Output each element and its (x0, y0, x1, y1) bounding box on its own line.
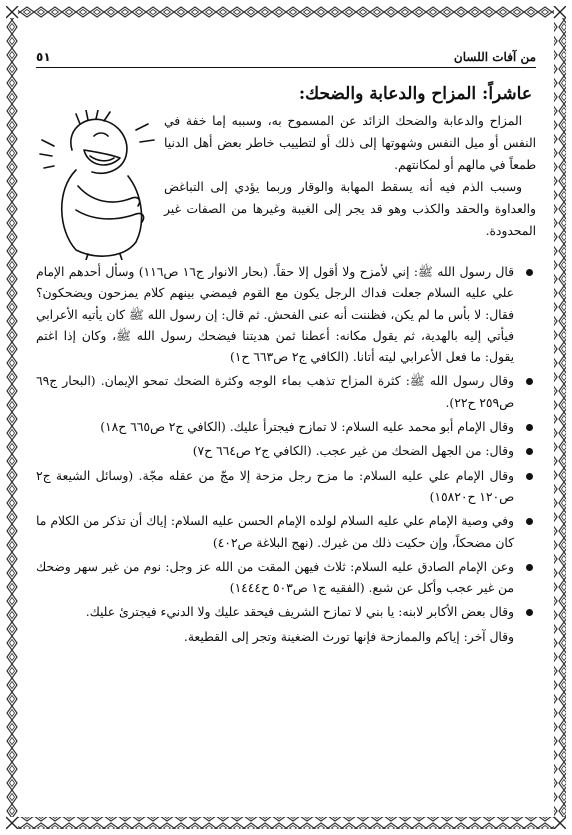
list-item: وعن الإمام الصادق عليه السلام: ثلاث فيهن المقت من الله عز وجل: نوم من غير سهر وضحك من غير عجب وأكل عن شبع. (الفقيه ج١ ص٥٠٣ ح١٤٤٤) (36, 557, 536, 600)
bullet-icon (526, 424, 533, 431)
bullet-icon (526, 378, 533, 385)
page-number: ٥١ (36, 50, 51, 64)
bullet-icon (526, 473, 533, 480)
intro-paragraph-1: المزاح والدعابة والضحك الزائد عن المسموح به، وسببه إما خفة في النفس أو ميل النفس وشهوتها إلى ذلك أو لتطييب خاطر بعض أهل الدنيا طمعاً في مالهم أو لمكانتهم. (164, 114, 536, 172)
chapter-title: من آفات اللسان (453, 50, 536, 64)
intro-section (36, 110, 536, 242)
bullet-icon (526, 518, 533, 525)
closing-line: وقال آخر: إياكم والممازحة فإنها تورث الضغينة وتجر إلى القطيعة. (183, 629, 514, 644)
page-content (36, 40, 536, 800)
section-title: عاشراً: المزاح والدعابة والضحك: (298, 84, 532, 104)
list-item: قال رسول الله ﷺ: إني لأمزح ولا أقول إلا حقاً. (بحار الانوار ج١٦ ص١١٦) وسأل أحدهم الإمام علي عليه السلام جعلت فداك الرجل يكون مع القوم فيمضي بينهم كلام يمزحون ويضحكون؟ فقال: لا بأس ما لم يكن، فظننت أنه عنى الفحش. ثم قال: إن رسول الله ﷺ كان يأتيه الأعرابي فيأتي إليه بالهدية، ثم يقول مكانه: أعطنا ثمن هديتنا فيضحك رسول الله ﷺ، وكان إذا اغتم يقول: ما فعل الأعرابي ليته أتانا. (الكافي ج٢ ص٦٦٣ ح١) (36, 262, 536, 368)
list-item: وقال بعض الأكابر لابنه: يا بني لا تمازح الشريف فيحقد عليك ولا الدنيء فيجترئ عليك. (36, 602, 536, 623)
hadith-list (36, 262, 536, 624)
bullet-icon (526, 448, 533, 455)
laughing-man-cartoon-icon (36, 110, 162, 260)
bullet-icon (526, 564, 533, 571)
bullet-icon (526, 609, 533, 616)
list-item: وقال: من الجهل الضحك من غير عجب. (الكافي ج٢ ص٦٦٤ ح٧) (36, 441, 536, 462)
intro-paragraph-2: وسبب الذم فيه أنه يسقط المهابة والوقار وربما يؤدي إلى التباغض والعداوة والحقد والكذب وهو قد يجر إلى الغيبة وغيرها من الصفات غير المحدودة. (164, 180, 536, 238)
list-item: وفي وصية الإمام علي عليه السلام لولده الإمام الحسن عليه السلام: إياك أن تذكر من الكلام ما كان مضحكاً، وإن حكيت ذلك من غيرك. (نهج البلاغة ص٤٠٢) (36, 511, 536, 554)
list-item: وقال الإمام أبو محمد عليه السلام: لا تمازح فيجترأ عليك. (الكافي ج٢ ص٦٦٥ ح١٨) (36, 417, 536, 438)
list-item: وقال الإمام علي عليه السلام: ما مزح رجل مزحة إلا مجّ من عقله مجّة. (وسائل الشيعة ج٢ ص١٢٠ ح١٥٨٢٠) (36, 466, 536, 509)
running-header (36, 40, 536, 68)
bullet-icon (526, 269, 533, 276)
list-item: وقال رسول الله ﷺ: كثرة المزاح تذهب بماء الوجه وكثرة الضحك تمحو الإيمان. (البحار ج٦٩ ص٢٥٩ ح٢٢). (36, 371, 536, 414)
